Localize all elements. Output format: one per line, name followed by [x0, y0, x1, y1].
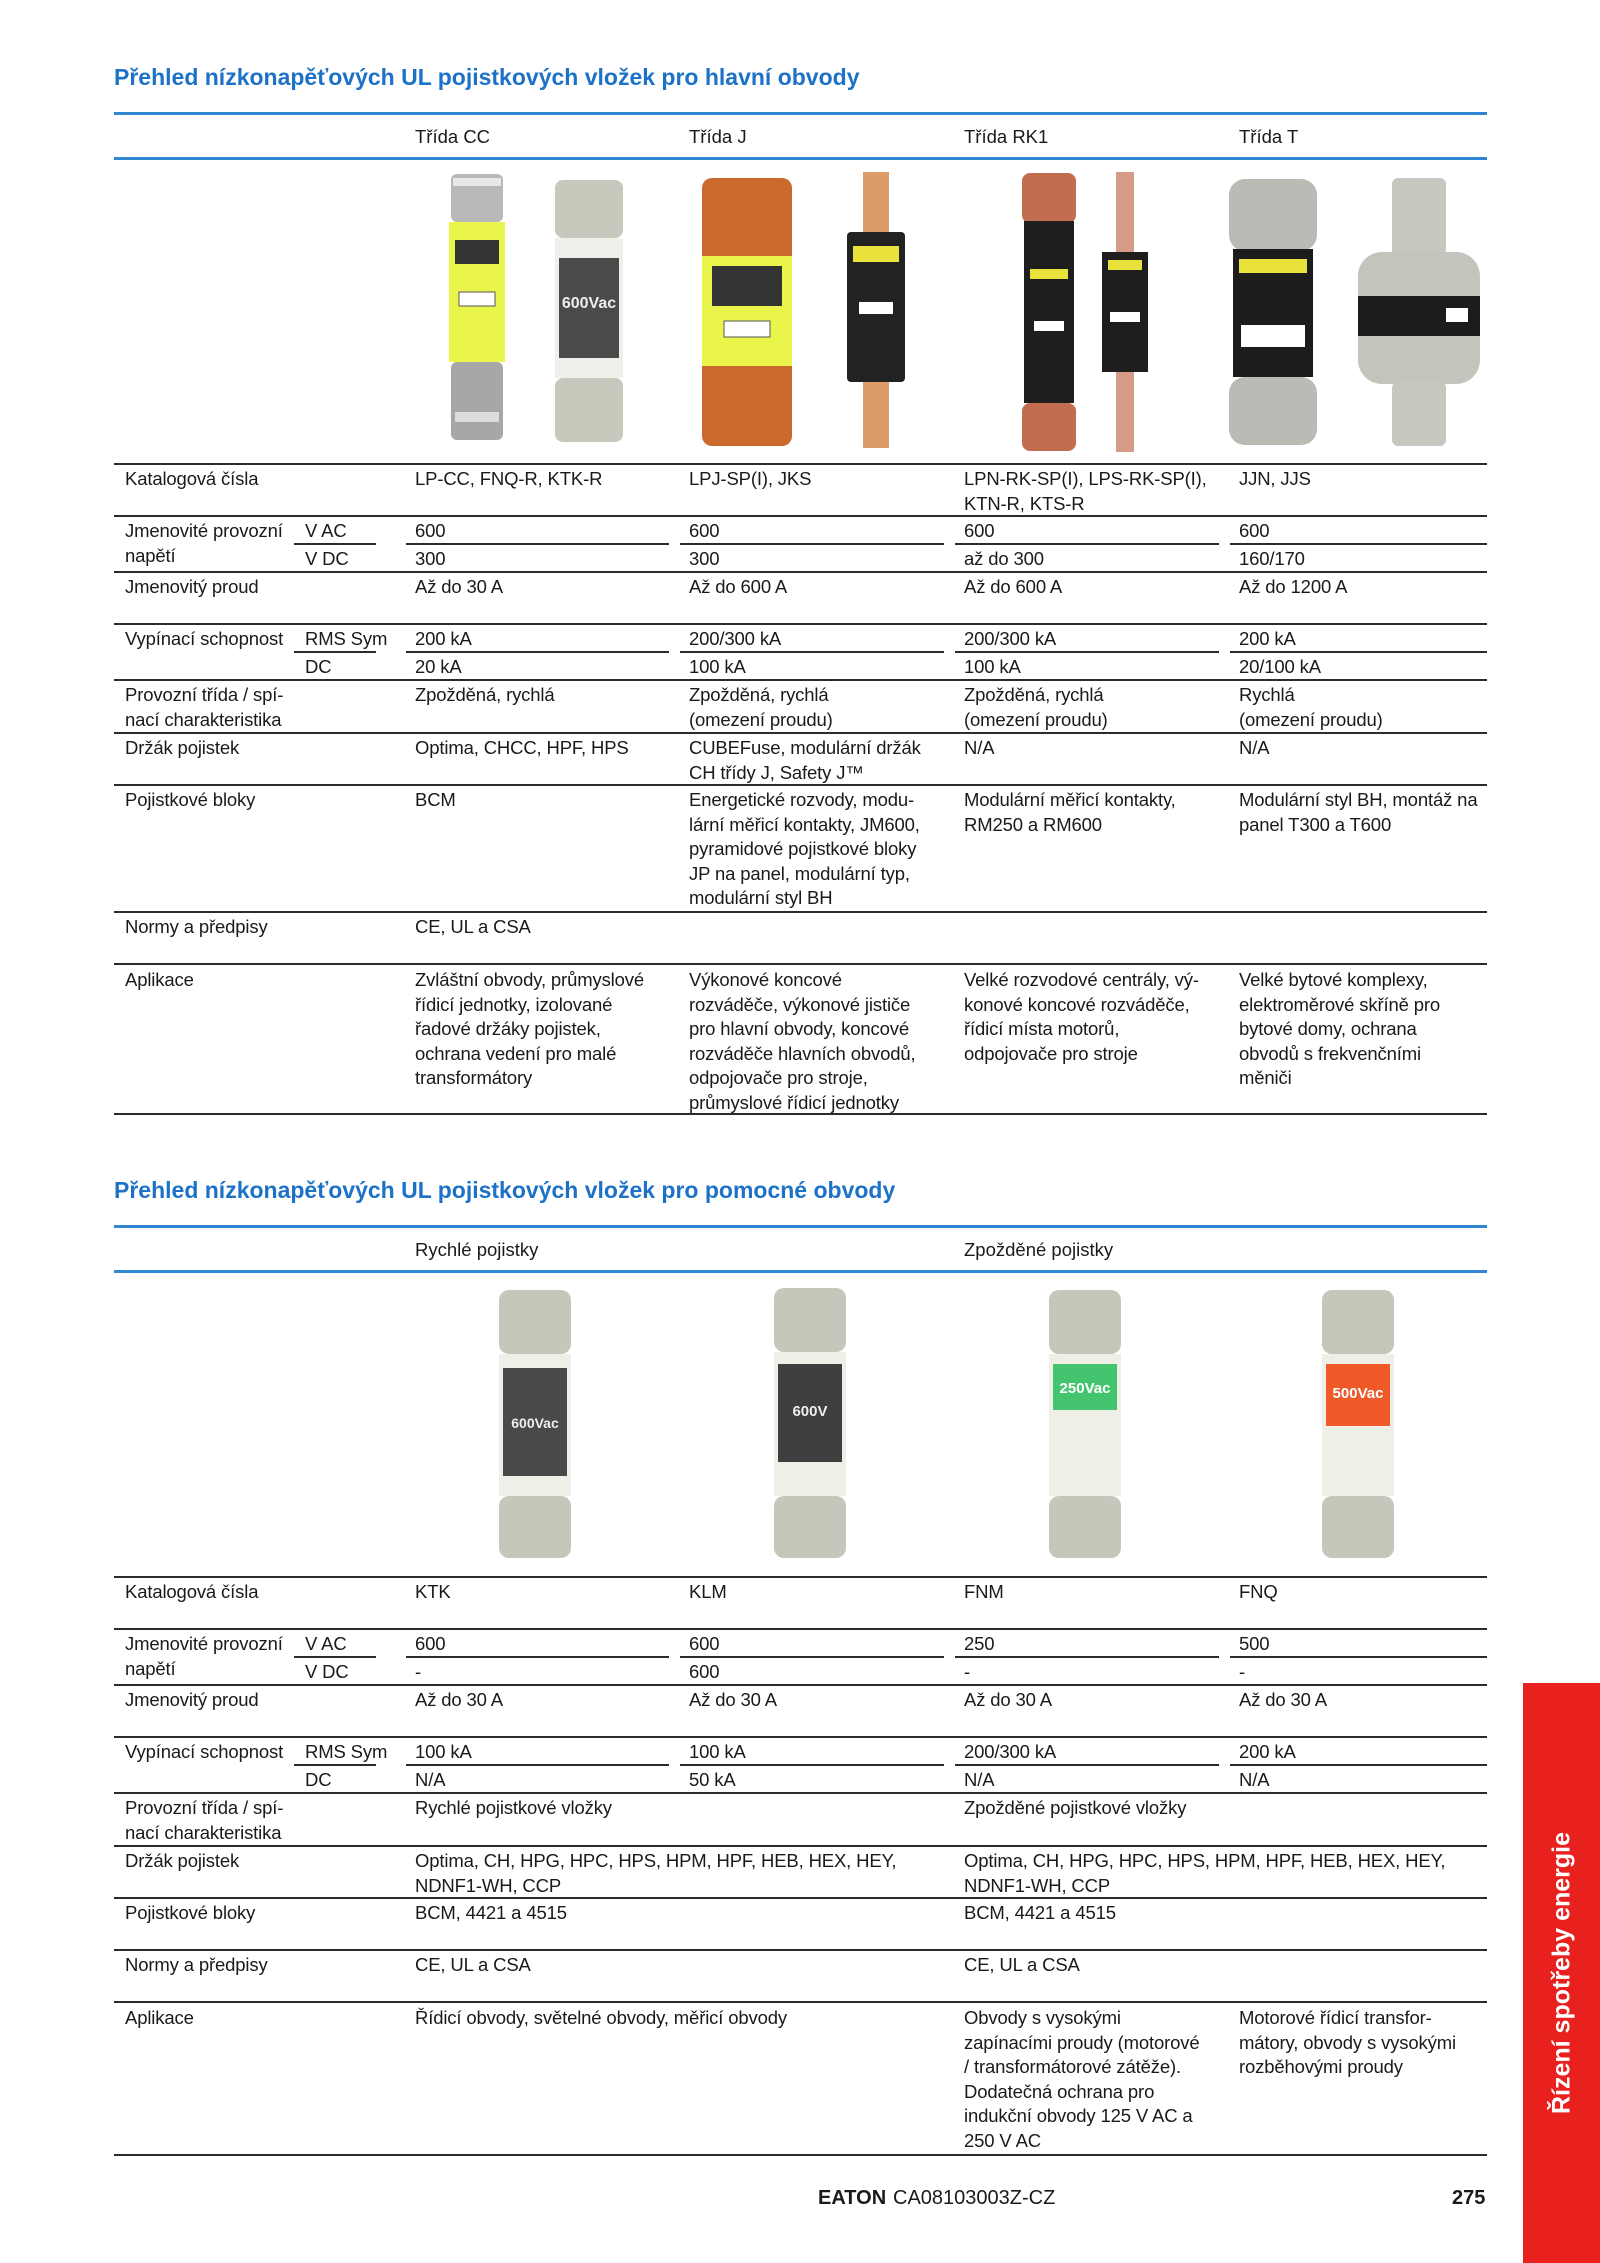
row-rule: [114, 1949, 1487, 1951]
label-drzak-pojistek: Držák pojistek: [125, 737, 240, 758]
row-rule: [114, 515, 294, 517]
row-rule: [114, 1897, 1487, 1899]
cell: Velké bytové komplexy, elektroměrové skříně pro bytové domy, ochrana obvodů s frekvenčními měniči: [1239, 969, 1441, 1088]
section2-header-rule: [114, 1270, 1487, 1273]
cell: 50 kA: [689, 1769, 736, 1790]
fuse-image-lp-cc: [447, 172, 507, 444]
col-header-rk1: Třída RK1: [964, 126, 1049, 147]
cell: 600: [689, 520, 720, 541]
cell: N/A: [1239, 1769, 1270, 1790]
cell: -: [415, 1661, 422, 1682]
cell: Až do 1200 A: [1239, 576, 1348, 597]
fuse-image-ktk-r: [553, 178, 625, 444]
cell: 600: [415, 520, 446, 541]
label-provozni-trida: Provozní třída / spí- nací charakteristika: [125, 684, 284, 730]
row-rule: [406, 1764, 669, 1766]
cell: -: [964, 1661, 971, 1682]
cell: CE, UL a CSA: [964, 1954, 1080, 1975]
label-jmenovity-proud: Jmenovitý proud: [125, 576, 259, 597]
cell: Až do 30 A: [964, 1689, 1052, 1710]
row-rule: [114, 571, 1487, 573]
row-rule: [114, 1576, 1487, 1578]
label-jmenovity-proud: Jmenovitý proud: [125, 1689, 259, 1710]
cell: 100 kA: [964, 656, 1021, 677]
group-header-rychle: Rychlé pojistky: [415, 1239, 539, 1260]
label-jmenovite-napeti: Jmenovité provozní napětí: [125, 1633, 283, 1679]
sublabel-dc: DC: [305, 1769, 332, 1790]
cell: FNQ: [1239, 1581, 1278, 1602]
cell: 100 kA: [415, 1741, 472, 1762]
cell: 600: [964, 520, 995, 541]
cell: Energetické rozvody, modu- lární měřicí kontakty, JM600, pyramidové pojistkové bloky JP na panel, modulární typ, modulární styl BH: [689, 789, 920, 908]
cell: Modulární styl BH, montáž na panel T300 a T600: [1239, 789, 1478, 835]
cell: Optima, CHCC, HPF, HPS: [415, 737, 629, 758]
fuse-image-klm: [772, 1286, 848, 1560]
cell: Rychlá (omezení proudu): [1239, 684, 1383, 730]
label-katalogova-cisla: Katalogová čísla: [125, 468, 259, 489]
row-rule: [114, 2001, 1487, 2003]
row-rule: [955, 1764, 1219, 1766]
cell: Zpožděná, rychlá (omezení proudu): [964, 684, 1108, 730]
cell: Velké rozvodové centrály, vý- konové koncové rozváděče, řídicí místa motorů, odpojovače pro stroje: [964, 969, 1199, 1064]
label-normy-a-predpisy: Normy a předpisy: [125, 916, 268, 937]
cell: 300: [415, 548, 446, 569]
row-rule: [114, 963, 1487, 965]
label-aplikace: Aplikace: [125, 2007, 194, 2028]
row-rule: [294, 515, 1487, 517]
cell: Motorové řídicí transfor- mátory, obvody s vysokými rozběhovými proudy: [1239, 2007, 1456, 2077]
cell: 100 kA: [689, 656, 746, 677]
cell: CE, UL a CSA: [415, 916, 531, 937]
label-vypinaci-schopnost: Vypínací schopnost: [125, 1741, 284, 1762]
fuse-image-jks: [843, 172, 909, 448]
cell: 600: [1239, 520, 1270, 541]
label-provozni-trida: Provozní třída / spí- nací charakteristika: [125, 1797, 284, 1843]
cell: Zpožděné pojistkové vložky: [964, 1797, 1187, 1818]
sublabel-vac: V AC: [305, 520, 347, 541]
footer-brand: EATON: [818, 2187, 887, 2209]
cell: Obvody s vysokými zapínacími proudy (motorové / transformátorové zátěže). Dodatečná ochrana pro indukční obvody 125 V AC a 250 V AC: [964, 2007, 1200, 2151]
footer-catalog-code: CA08103003Z-CZ: [893, 2187, 1056, 2209]
row-rule: [680, 1656, 944, 1658]
cell: Výkonové koncové rozváděče, výkonové jističe pro hlavní obvody, koncové rozváděče hlavních obvodů, odpojovače pro stroje, průmyslové řídicí jednotky: [689, 969, 916, 1113]
label-pojistkove-bloky: Pojistkové bloky: [125, 789, 256, 810]
fuse-image-ktn-r: [1100, 172, 1150, 452]
table-bottom-rule: [114, 1113, 1487, 1115]
sublabel-dc: DC: [305, 656, 332, 677]
cell: N/A: [964, 737, 995, 758]
label-pojistkove-bloky: Pojistkové bloky: [125, 1902, 256, 1923]
cell: Zpožděná, rychlá (omezení proudu): [689, 684, 833, 730]
row-rule: [114, 1792, 1487, 1794]
label-vypinaci-schopnost: Vypínací schopnost: [125, 628, 284, 649]
col-header-j: Třída J: [689, 126, 747, 147]
row-rule: [955, 651, 1219, 653]
row-rule: [1230, 651, 1487, 653]
row-rule: [1230, 543, 1487, 545]
label-normy-a-predpisy: Normy a předpisy: [125, 1954, 268, 1975]
cell: Optima, CH, HPG, HPC, HPS, HPM, HPF, HEB, HEX, HEY, NDNF1-WH, CCP: [964, 1850, 1446, 1896]
svg-text:250Vac: 250Vac: [1059, 1380, 1111, 1397]
cell: 250: [964, 1633, 995, 1654]
fuse-image-lpn-rk: [1020, 171, 1078, 453]
row-rule: [406, 1656, 669, 1658]
label-jmenovite-napeti: Jmenovité provozní napětí: [125, 520, 283, 566]
section2-title: Přehled nízkonapěťových UL pojistkových vložek pro pomocné obvody: [114, 1177, 896, 1203]
sublabel-vdc: V DC: [305, 1661, 349, 1682]
cell: Zpožděná, rychlá: [415, 684, 555, 705]
row-rule: [114, 1684, 1487, 1686]
fuse-image-lpj: [700, 176, 794, 448]
row-rule: [1230, 1656, 1487, 1658]
fuse-image-fnm: [1047, 1288, 1123, 1560]
cell: LPJ-SP(I), JKS: [689, 468, 812, 489]
cell: BCM, 4421 a 4515: [964, 1902, 1116, 1923]
col-header-t: Třída T: [1239, 126, 1299, 147]
cell: 100 kA: [689, 1741, 746, 1762]
cell: 20/100 kA: [1239, 656, 1321, 677]
cell: Až do 30 A: [415, 1689, 503, 1710]
row-rule: [114, 911, 1487, 913]
row-rule: [955, 543, 1219, 545]
fuse-image-ktk: [497, 1288, 573, 1560]
cell: N/A: [964, 1769, 995, 1790]
row-rule: [680, 651, 944, 653]
svg-text:500Vac: 500Vac: [1332, 1385, 1384, 1402]
cell: N/A: [1239, 737, 1270, 758]
row-rule: [114, 463, 1487, 465]
row-rule: [680, 1764, 944, 1766]
group-header-zpozdene: Zpožděné pojistky: [964, 1239, 1114, 1260]
row-rule: [294, 651, 376, 653]
cell: 160/170: [1239, 548, 1305, 569]
cell: až do 300: [964, 548, 1044, 569]
row-rule: [114, 784, 1487, 786]
cell: Řídicí obvody, světelné obvody, měřicí obvody: [415, 2007, 788, 2028]
cell: CUBEFuse, modulární držák CH třídy J, Safety J™: [689, 737, 921, 783]
section-side-tab: [1523, 1683, 1600, 2263]
cell: BCM, 4421 a 4515: [415, 1902, 567, 1923]
fuse-image-jjs: [1350, 178, 1488, 448]
cell: Modulární měřicí kontakty, RM250 a RM600: [964, 789, 1176, 835]
svg-text:600V: 600V: [792, 1403, 828, 1420]
sublabel-rms-sym: RMS Sym: [305, 628, 388, 649]
cell: FNM: [964, 1581, 1004, 1602]
row-rule: [1230, 1764, 1487, 1766]
sublabel-rms-sym: RMS Sym: [305, 1741, 388, 1762]
cell: Zvláštní obvody, průmyslové řídicí jednotky, izolované řadové držáky pojistek, ochrana vedení pro malé transformátory: [415, 969, 645, 1088]
sublabel-vac: V AC: [305, 1633, 347, 1654]
cell: LPN-RK-SP(I), LPS-RK-SP(I), KTN-R, KTS-R: [964, 468, 1207, 514]
row-rule: [406, 543, 669, 545]
cell: -: [1239, 1661, 1246, 1682]
cell: Až do 30 A: [415, 576, 503, 597]
svg-text:600Vac: 600Vac: [511, 1415, 559, 1431]
cell: 200 kA: [415, 628, 472, 649]
cell: Až do 30 A: [689, 1689, 777, 1710]
cell: 600: [689, 1661, 720, 1682]
cell: N/A: [415, 1769, 446, 1790]
row-rule: [114, 1628, 1487, 1630]
page-number: 275: [1452, 2187, 1486, 2209]
cell: Rychlé pojistkové vložky: [415, 1797, 612, 1818]
row-rule: [114, 1736, 1487, 1738]
fuse-image-fnq: [1320, 1288, 1396, 1560]
label-aplikace: Aplikace: [125, 969, 194, 990]
svg-text:600Vac: 600Vac: [561, 295, 617, 312]
fuse-image-jjn: [1227, 177, 1319, 447]
cell: 200 kA: [1239, 628, 1296, 649]
row-rule: [955, 1656, 1219, 1658]
row-rule: [114, 1845, 1487, 1847]
cell: KLM: [689, 1581, 727, 1602]
cell: 200 kA: [1239, 1741, 1296, 1762]
cell: Optima, CH, HPG, HPC, HPS, HPM, HPF, HEB, HEX, HEY, NDNF1-WH, CCP: [415, 1850, 897, 1896]
cell: LP-CC, FNQ-R, KTK-R: [415, 468, 603, 489]
row-rule: [114, 623, 1487, 625]
col-header-cc: Třída CC: [415, 126, 491, 147]
section1-title: Přehled nízkonapěťových UL pojistkových vložek pro hlavní obvody: [114, 64, 860, 90]
row-rule: [406, 651, 669, 653]
cell: 500: [1239, 1633, 1270, 1654]
cell: 600: [415, 1633, 446, 1654]
cell: 20 kA: [415, 656, 462, 677]
cell: 300: [689, 548, 720, 569]
row-rule: [114, 679, 1487, 681]
cell: Až do 30 A: [1239, 1689, 1327, 1710]
cell: Až do 600 A: [964, 576, 1063, 597]
label-katalogova-cisla: Katalogová čísla: [125, 1581, 259, 1602]
section2-top-rule: [114, 1225, 1487, 1228]
cell: KTK: [415, 1581, 451, 1602]
cell: 600: [689, 1633, 720, 1654]
row-rule: [294, 1764, 376, 1766]
cell: CE, UL a CSA: [415, 1954, 531, 1975]
row-rule: [114, 732, 1487, 734]
row-rule: [680, 543, 944, 545]
cell: JJN, JJS: [1239, 468, 1311, 489]
cell: 200/300 kA: [689, 628, 782, 649]
table-bottom-rule: [114, 2154, 1487, 2156]
section1-top-rule: [114, 112, 1487, 115]
section1-header-rule: [114, 157, 1487, 160]
cell: 200/300 kA: [964, 1741, 1057, 1762]
sublabel-vdc: V DC: [305, 548, 349, 569]
side-tab-label: Řízení spotřeby energie: [1547, 1831, 1575, 2115]
cell: Až do 600 A: [689, 576, 788, 597]
cell: 200/300 kA: [964, 628, 1057, 649]
label-drzak-pojistek: Držák pojistek: [125, 1850, 240, 1871]
row-rule: [294, 1656, 376, 1658]
cell: BCM: [415, 789, 456, 810]
row-rule: [294, 543, 376, 545]
